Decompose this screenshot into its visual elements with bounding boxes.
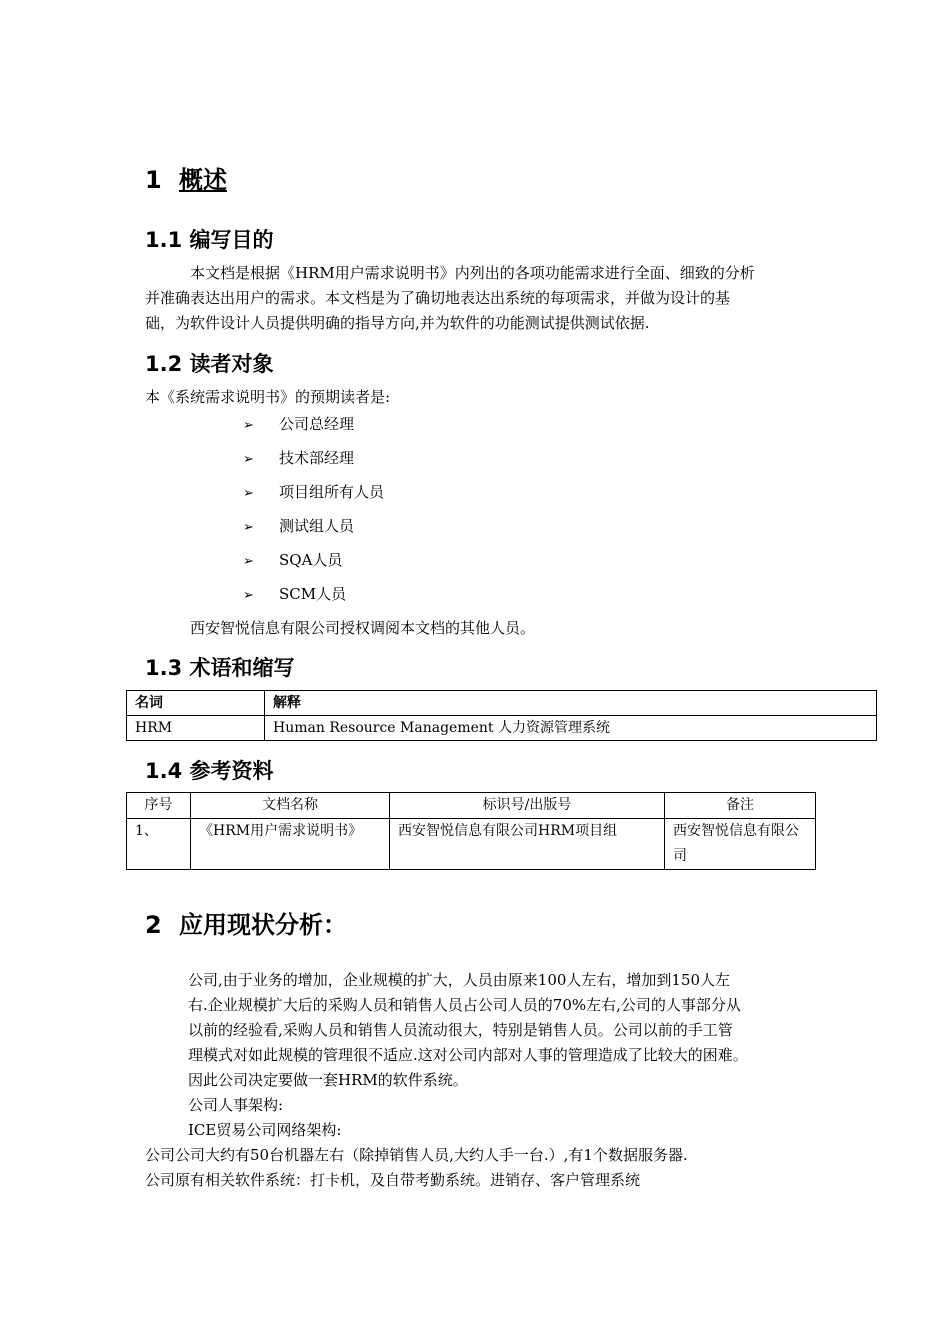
heading-1-2: 1.2 读者对象 <box>145 352 274 376</box>
table-header-cell: 标识号/出版号 <box>390 793 665 819</box>
table-header-cell: 文档名称 <box>191 793 390 819</box>
arrow-bullet-icon: ➢ <box>243 452 254 467</box>
heading-1-4: 1.4 参考资料 <box>145 759 274 783</box>
table-header-row <box>127 793 816 819</box>
table-header-cell: 序号 <box>127 793 191 819</box>
reader-item: ➢ 公司总经理 <box>243 415 355 433</box>
analysis-line-2: 右.企业规模扩大后的采购人员和销售人员占公司人员的70%左右,公司的人事部分从 <box>188 996 741 1014</box>
analysis-line-6: 公司人事架构: <box>188 1096 284 1114</box>
analysis-line-4: 理模式对如此规模的管理很不适应.这对公司内部对人事的管理造成了比较大的困难。 <box>188 1046 748 1064</box>
reader-item: ➢ SQA人员 <box>243 551 343 569</box>
table-header-row <box>127 691 877 716</box>
table-cell: HRM <box>127 716 265 741</box>
table-cell: 《HRM用户需求说明书》 <box>191 819 390 870</box>
table-cell: 西安智悦信息有限公司HRM项目组 <box>390 819 665 870</box>
computers-line: 公司公司大约有50台机器左右（除掉销售人员,大约人手一台.）,有1个数据服务器. <box>145 1146 688 1164</box>
readers-intro: 本《系统需求说明书》的预期读者是: <box>145 388 391 406</box>
purpose-line-3: 础，为软件设计人员提供明确的指导方向,并为软件的功能测试提供测试依据. <box>145 314 650 332</box>
table-row <box>127 819 816 870</box>
arrow-bullet-icon: ➢ <box>243 588 254 603</box>
references-table <box>126 792 816 870</box>
arrow-bullet-icon: ➢ <box>243 520 254 535</box>
heading-1: 1 概述 <box>145 166 227 194</box>
analysis-line-3: 以前的经验看,采购人员和销售人员流动很大，特别是销售人员。公司以前的手工管 <box>188 1021 733 1039</box>
analysis-line-7: ICE贸易公司网络架构: <box>188 1121 342 1139</box>
readers-outro: 西安智悦信息有限公司授权调阅本文档的其他人员。 <box>190 619 536 637</box>
heading-1-3: 1.3 术语和缩写 <box>145 656 295 680</box>
purpose-line-1: 本文档是根据《HRM用户需求说明书》内列出的各项功能需求进行全面、细致的分析 <box>190 264 755 282</box>
table-header-cell: 解释 <box>265 691 877 716</box>
heading-1-title: 概述 <box>179 166 227 194</box>
analysis-line-5: 因此公司决定要做一套HRM的软件系统。 <box>188 1071 468 1089</box>
arrow-bullet-icon: ➢ <box>243 418 254 433</box>
table-cell: 1、 <box>127 819 191 870</box>
reader-item: ➢ 项目组所有人员 <box>243 483 385 501</box>
arrow-bullet-icon: ➢ <box>243 554 254 569</box>
table-header-cell: 名词 <box>127 691 265 716</box>
analysis-line-1: 公司,由于业务的增加，企业规模的扩大，人员由原来100人左右，增加到150人左 <box>188 971 731 989</box>
reader-item: ➢ 测试组人员 <box>243 517 355 535</box>
software-line: 公司原有相关软件系统：打卡机，及自带考勤系统。进销存、客户管理系统 <box>145 1171 641 1189</box>
table-cell: 西安智悦信息有限公司 <box>665 819 816 870</box>
arrow-bullet-icon: ➢ <box>243 486 254 501</box>
table-cell: Human Resource Management 人力资源管理系统 <box>265 716 877 741</box>
heading-2: 2 应用现状分析： <box>145 911 347 939</box>
terms-table <box>126 690 877 741</box>
reader-item: ➢ SCM人员 <box>243 585 347 603</box>
purpose-line-2: 并准确表达出用户的需求。本文档是为了确切地表达出系统的每项需求，并做为设计的基 <box>145 289 731 307</box>
table-row <box>127 716 877 741</box>
heading-2-title: 应用现状分析： <box>179 911 347 939</box>
heading-1-1: 1.1 编写目的 <box>145 228 274 252</box>
table-header-cell: 备注 <box>665 793 816 819</box>
reader-item: ➢ 技术部经理 <box>243 449 355 467</box>
